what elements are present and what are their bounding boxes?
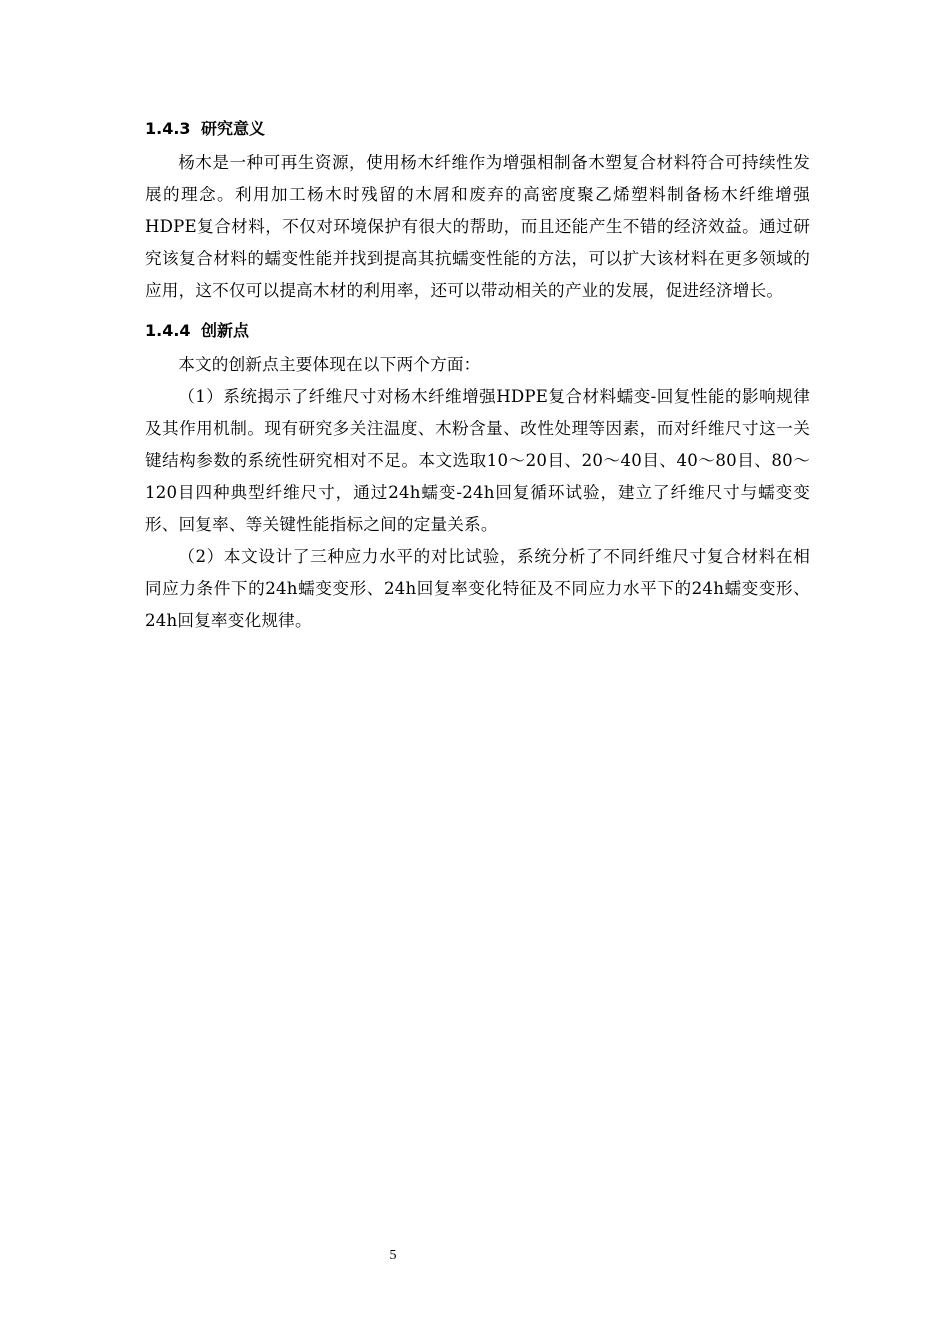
page-content [145,115,810,647]
paragraph: 本文的创新点主要体现在以下两个方面： [178,355,481,374]
page-number: 5 [389,1248,397,1263]
section-innovations [145,317,810,637]
section-title: 研究意义 [201,119,266,138]
paragraph: （1）系统揭示了纤维尺寸对杨木纤维增强HDPE复合材料蠕变-回复性能的影响规律及其作用机制。现有研究多关注温度、木粉含量、改性处理等因素，而对纤维尺寸这一关键结构参数的系统性研究相对不足。本文选取10～20目、20～40目、40～80目、80～120目四种典型纤维尺寸，通过24h蠕变-24h回复循环试验，建立了纤维尺寸与蠕变变形、回复率、等关键性能指标之间的定量关系。 [145,387,810,534]
section-research-significance [145,115,810,307]
section-heading [145,317,810,345]
section-heading [145,115,810,143]
paragraph: 杨木是一种可再生资源，使用杨木纤维作为增强相制备木塑复合材料符合可持续性发展的理念。利用加工杨木时残留的木屑和废弃的高密度聚乙烯塑料制备杨木纤维增强HDPE复合材料，不仅对环境保护有很大的帮助，而且还能产生不错的经济效益。通过研究该复合材料的蠕变性能并找到提高其抗蠕变性能的方法，可以扩大该材料在更多领域的应用，这不仅可以提高木材的利用率，还可以带动相关的产业的发展，促进经济增长。 [145,153,810,300]
section-title: 创新点 [201,321,250,340]
paragraph: （2）本文设计了三种应力水平的对比试验，系统分析了不同纤维尺寸复合材料在相同应力条件下的24h蠕变变形、24h回复率变化特征及不同应力水平下的24h蠕变变形、24h回复率变化规律。 [145,547,810,630]
section-number: 1.4.3 [145,119,191,138]
section-number: 1.4.4 [145,321,191,340]
